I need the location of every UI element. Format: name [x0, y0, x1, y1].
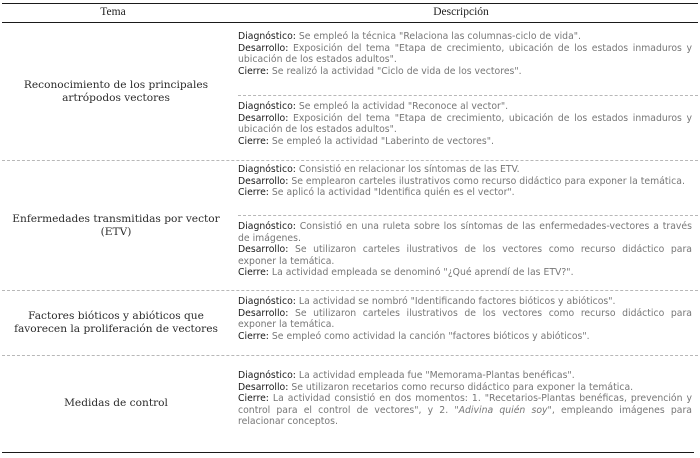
cierre-text: La actividad consistió en dos momentos: 1. "Recetarios-Plantas benéficas, prevención y control para el control de vectores", y 2. "	[238, 393, 692, 416]
desarrollo-label: Desarrollo:	[238, 381, 289, 393]
diagnostico-label: Diagnóstico:	[238, 296, 296, 307]
description-entry	[238, 370, 698, 428]
table-bottom-rule	[2, 452, 694, 453]
cierre-label: Cierre:	[238, 65, 269, 77]
description-entry	[238, 296, 698, 342]
diagnostico-line	[238, 164, 698, 176]
diagnostico-label: Diagnóstico:	[238, 31, 296, 42]
cierre-text: Se empleó la actividad "Laberinto de vectores".	[268, 135, 494, 147]
table-row	[2, 291, 698, 356]
cierre-line	[238, 187, 698, 199]
table-row	[2, 161, 698, 291]
diagnostico-text: La actividad empleada fue "Memorama-Plantas benéficas".	[295, 370, 575, 381]
diagnostico-line	[238, 101, 698, 113]
desarrollo-text: Se emplearon carteles ilustrativos como recurso didáctico para exponer la temática.	[288, 175, 685, 187]
cierre-text: Se aplicó la actividad "Identifica quién es el vector".	[268, 187, 515, 199]
tema-cell: Reconocimiento de los principales artrópodos vectores	[23, 78, 209, 104]
diagnostico-line	[238, 370, 698, 382]
desarrollo-line	[238, 176, 698, 188]
table-row	[2, 356, 698, 450]
diagnostico-line	[238, 296, 698, 308]
description-entry	[238, 221, 698, 279]
desarrollo-line	[238, 113, 698, 136]
diagnostico-label: Diagnóstico:	[238, 101, 296, 112]
diagnostico-line	[238, 221, 698, 244]
cierre-line	[238, 267, 698, 279]
cierre-italic-text: Adivina quién soy	[458, 404, 548, 416]
header-tema: Tema	[100, 6, 126, 18]
tema-cell: Enfermedades transmitidas por vector (ETV)	[12, 212, 220, 238]
description-entry	[238, 31, 698, 96]
cierre-text: Se empleó como actividad la canción "factores bióticos y abióticos".	[268, 330, 590, 342]
cierre-label: Cierre:	[238, 330, 269, 342]
diagnostico-text: Se empleó la actividad "Reconoce al vector".	[295, 101, 509, 112]
diagnostico-text: Se empleó la técnica "Relaciona las columnas-ciclo de vida".	[295, 31, 582, 42]
tema-cell: Medidas de control	[64, 396, 168, 409]
desarrollo-line	[238, 308, 698, 331]
cierre-label: Cierre:	[238, 135, 269, 147]
diagnostico-text: La actividad se nombró "Identificando factores bióticos y abióticos".	[295, 296, 616, 307]
cierre-line	[238, 66, 698, 78]
desarrollo-label: Desarrollo:	[238, 112, 289, 124]
desarrollo-label: Desarrollo:	[238, 175, 289, 187]
cierre-label: Cierre:	[238, 393, 269, 405]
cierre-line	[238, 136, 698, 148]
desarrollo-label: Desarrollo:	[238, 42, 289, 54]
cierre-label: Cierre:	[238, 267, 269, 279]
diagnostico-text: Consistió en relacionar los síntomas de las ETV.	[295, 164, 520, 175]
diagnostico-label: Diagnóstico:	[238, 370, 296, 381]
desarrollo-label: Desarrollo:	[238, 307, 289, 319]
desarrollo-line	[238, 244, 698, 267]
header-descripcion: Descripción	[433, 6, 489, 18]
table-row	[2, 23, 698, 161]
tema-cell: Factores bióticos y abióticos que favorecen la proliferación de vectores	[14, 310, 218, 335]
desarrollo-text: Exposición del tema "Etapa de crecimiento, ubicación de los estados inmaduros y ubicación de los estados adultos".	[238, 42, 692, 66]
desarrollo-text: Se utilizaron carteles ilustrativos de los vectores como recurso didáctico para exponer la temática.	[238, 244, 692, 267]
cierre-text: Se realizó la actividad "Ciclo de vida de los vectores".	[268, 65, 522, 77]
cierre-text-end: ", empleando imágenes para relacionar conceptos.	[238, 404, 692, 428]
desarrollo-text: Se utilizaron recetarios como recurso didáctico para exponer la temática.	[288, 381, 634, 393]
table-header	[2, 4, 698, 23]
desarrollo-text: Exposición del tema "Etapa de crecimiento, ubicación de los estados inmaduros y ubicación de los estados adultos".	[238, 112, 692, 136]
diagnostico-label: Diagnóstico:	[238, 221, 296, 232]
desarrollo-line	[238, 382, 698, 394]
desarrollo-text: Se utilizaron carteles ilustrativos de los vectores como recurso didáctico para exponer la temática.	[238, 307, 692, 331]
diagnostico-line	[238, 31, 698, 43]
cierre-label: Cierre:	[238, 187, 269, 199]
diagnostico-text: Consistió en una ruleta sobre los síntomas de las enfermedades-vectores a través de imágenes.	[238, 221, 692, 244]
cierre-line	[238, 393, 698, 428]
desarrollo-label: Desarrollo:	[238, 244, 289, 256]
description-entry	[238, 164, 698, 216]
description-entry	[238, 101, 698, 147]
desarrollo-line	[238, 43, 698, 66]
cierre-line	[238, 331, 698, 343]
diagnostico-label: Diagnóstico:	[238, 164, 296, 175]
cierre-text: La actividad empleada se denominó "¿Qué aprendí de las ETV?".	[268, 267, 574, 279]
